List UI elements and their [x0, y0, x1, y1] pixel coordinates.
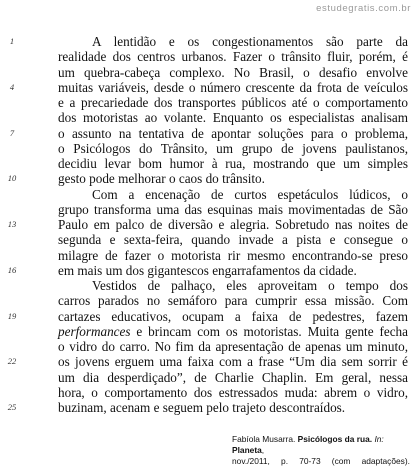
line-text: carros parados no semáforo para cumprir essa missão. Com: [58, 293, 408, 309]
citation-line-2: nov./2011, p. 70-73 (com adaptações).: [232, 456, 410, 466]
line-text: em mais um dos gigantescos engarrafamentos da cidade.: [58, 262, 357, 278]
passage: [0, 34, 416, 415]
passage-line: [0, 202, 416, 217]
line-text: os jovens erguem uma faixa com a frase “Um dia sem sorrir é: [58, 354, 408, 370]
line-number: 16: [7, 264, 17, 275]
passage-line: [0, 293, 416, 308]
line-number: 1: [9, 36, 15, 46]
passage-line: [0, 49, 416, 64]
line-number: 19: [7, 310, 17, 321]
line-text-italic-line: [58, 324, 408, 339]
line-text: o Psicólogos do Trânsito, um grupo de jovens paulistanos,: [58, 140, 408, 156]
passage-line: [0, 248, 416, 263]
passage-line: [0, 34, 416, 49]
line-number: 4: [9, 81, 15, 92]
line-text: grupo transforma uma das esquinas mais movimentadas de São: [58, 201, 408, 217]
line-text: A lentidão e os congestionamentos são parte da: [92, 34, 408, 49]
passage-line: [0, 354, 416, 369]
passage-line: [0, 141, 416, 156]
citation-line-1: Fabíola Musarra. Psicólogos da rua. In: Planeta,: [232, 434, 384, 455]
passage-line: [0, 400, 416, 415]
passage-line: [0, 65, 416, 80]
line-text: segunda e sexta-feira, quando invade a pista e consegue o: [58, 232, 408, 248]
line-text: muitas variáveis, desde o número crescente da frota de veículos: [58, 79, 408, 95]
line-text: um quebra-cabeça complexo. No Brasil, o desafio envolve: [58, 64, 408, 80]
line-text: milagre de fazer o motorista rir mesmo encontrando-se preso: [58, 247, 408, 263]
line-text: gesto pode melhorar o caos do trânsito.: [58, 171, 265, 187]
passage-line: [0, 263, 416, 278]
passage-line: [0, 309, 416, 324]
line-number: 10: [7, 173, 17, 184]
line-text: dos motoristas ao volante. Enquanto os especialistas analisam: [58, 110, 408, 126]
line-text-rest: e brincam com os motoristas. Muita gente fecha: [130, 323, 408, 339]
italic-word: performances: [58, 323, 131, 339]
line-text: Com a encenação de curtos espetáculos lúdicos, o: [92, 186, 408, 202]
line-text: o assunto na tentativa de apontar soluções para o problema,: [58, 125, 408, 141]
watermark: estudegratis.com.br: [316, 3, 411, 14]
line-text: o vidro do carro. No fim da apresentação de apenas um minuto,: [58, 339, 408, 354]
line-text: Paulo em palco de diversão e alegria. Sobretudo nas noites de: [58, 217, 408, 232]
citation-journal: Planeta: [232, 445, 262, 455]
line-text: e a precariedade dos transportes públicos até o comportamento: [58, 95, 408, 110]
passage-line: [0, 110, 416, 125]
passage-line: [0, 370, 416, 385]
source-citation: [232, 434, 410, 467]
line-text: realidade dos centros urbanos. Fazer o trânsito fluir, porém, é: [58, 49, 408, 65]
passage-line: [0, 126, 416, 141]
passage-line: [0, 156, 416, 171]
citation-title: Psicólogos da rua.: [297, 434, 373, 444]
passage-line: [0, 187, 416, 202]
passage-line: [0, 385, 416, 400]
passage-line: [0, 80, 416, 95]
line-text: buzinam, acenam e seguem pelo trajeto descontraídos.: [58, 400, 346, 415]
passage-line: [0, 278, 416, 293]
citation-author: Fabíola Musarra.: [232, 434, 296, 444]
line-number: 22: [7, 356, 17, 367]
passage-line: [0, 171, 416, 186]
passage-line: [0, 324, 416, 339]
line-text: cartazes educativos, ocupam a faixa de pedestres, fazem: [58, 308, 408, 324]
passage-line: [0, 339, 416, 354]
line-number: 13: [7, 219, 17, 229]
line-text: Vestidos de palhaço, eles aproveitam o tempo dos: [92, 278, 408, 293]
line-text: um dia desperdiçado”, de Charlie Chaplin. Em geral, nessa: [58, 369, 408, 385]
passage-line: [0, 232, 416, 247]
citation-in: In:: [374, 434, 384, 444]
passage-line: [0, 95, 416, 110]
line-text: decidiu levar bom humor à rua, mostrando que um simples: [58, 156, 408, 171]
line-text: hora, o comportamento dos estressados muda: abrem o vidro,: [58, 384, 408, 400]
passage-line: [0, 217, 416, 232]
line-number: 7: [9, 127, 15, 138]
line-number: 25: [7, 402, 17, 412]
